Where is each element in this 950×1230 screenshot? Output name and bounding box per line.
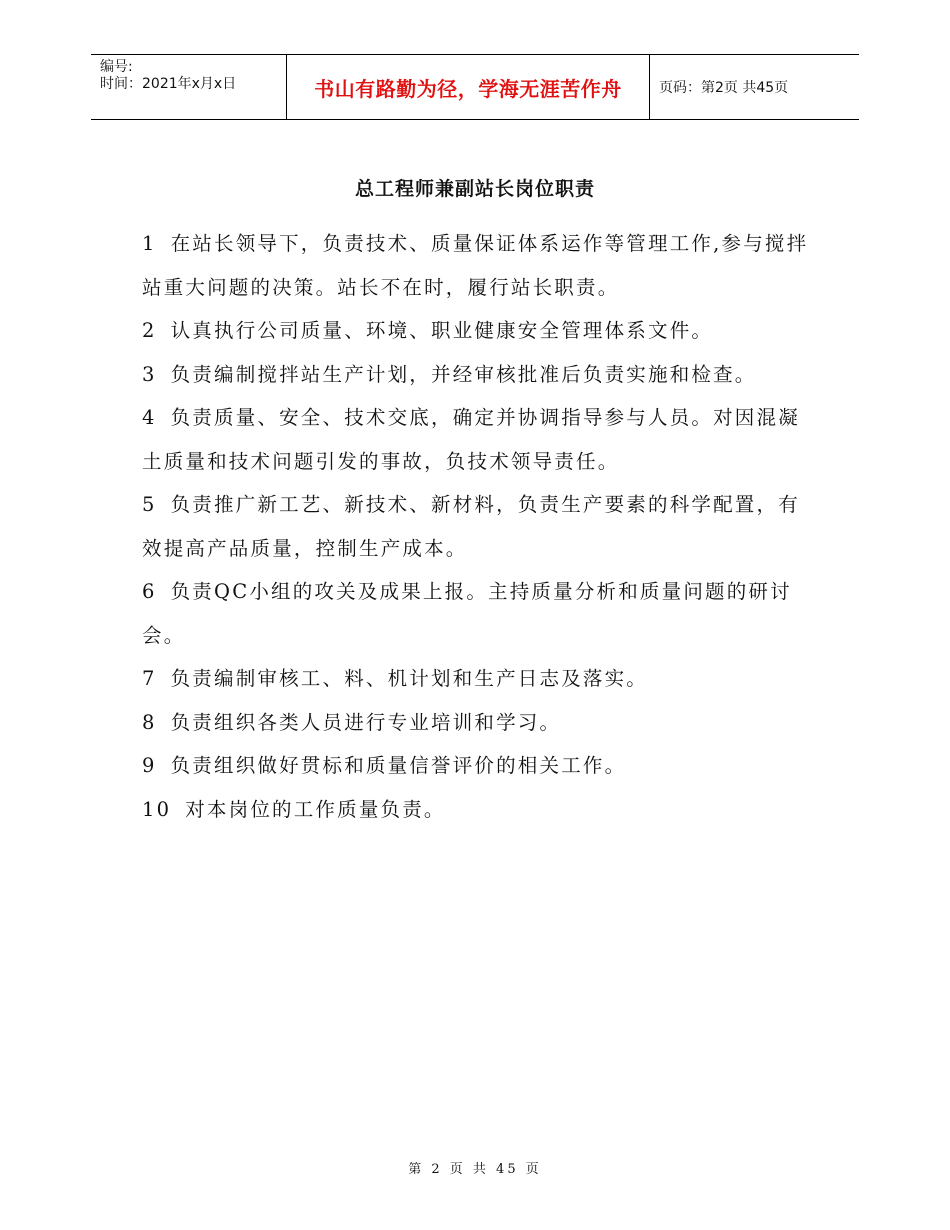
paragraph-number: 3: [142, 362, 157, 386]
paragraph-text: 在站长领导下，负责技术、质量保证体系运作等管理工作,参与搅拌站重大问题的决策。站长不在时，履行站长职责。: [142, 232, 809, 299]
paragraph-text: 对本岗位的工作质量负责。: [185, 797, 446, 821]
page-header: [91, 54, 859, 120]
paragraph-text: 负责编制审核工、料、机计划和生产日志及落实。: [170, 667, 649, 690]
duty-paragraph: [142, 570, 814, 657]
duty-paragraph: [142, 788, 814, 832]
duty-paragraph: [142, 353, 814, 397]
document-title: 总工程师兼副站长岗位职责: [354, 178, 595, 200]
duty-paragraph: [142, 309, 814, 353]
paragraph-text: 认真执行公司质量、环境、职业健康安全管理体系文件。: [170, 319, 714, 342]
paragraph-number: 10: [142, 797, 172, 821]
paragraph-text: 负责编制搅拌站生产计划，并经审核批准后负责实施和检查。: [170, 362, 757, 386]
paragraph-number: 5: [142, 493, 157, 516]
header-meta: [91, 55, 287, 119]
paragraph-text: 负责组织做好贯标和质量信誉评价的相关工作。: [170, 754, 627, 777]
paragraph-number: 6: [142, 580, 157, 603]
paragraph-number: 4: [142, 406, 157, 429]
paragraph-number: 9: [142, 754, 157, 777]
paragraph-number: 2: [142, 319, 157, 342]
paragraph-text: 负责组织各类人员进行专业培训和学习。: [170, 710, 562, 734]
date-label: 时间：2021年x月x日: [100, 76, 237, 92]
page-footer: 第 2 页 共 45 页: [408, 1162, 542, 1177]
duty-paragraph: [142, 657, 814, 701]
serial-number-label: 编号:: [100, 59, 133, 75]
duty-paragraph: [142, 744, 814, 788]
header-page-info: 页码：第2页 共45页: [659, 80, 789, 96]
paragraph-text: 负责推广新工艺、新技术、新材料，负责生产要素的科学配置，有效提高产品质量，控制生产成本。: [142, 493, 800, 560]
paragraph-number: 1: [142, 232, 157, 255]
document-body: [142, 222, 814, 831]
paragraph-text: 负责质量、安全、技术交底，确定并协调指导参与人员。对因混凝土质量和技术问题引发的事故，负技术领导责任。: [142, 406, 800, 473]
paragraph-text: 负责QC小组的攻关及成果上报。主持质量分析和质量问题的研讨会。: [142, 580, 792, 647]
paragraph-number: 7: [142, 667, 157, 690]
header-motto: 书山有路勤为径，学海无涯苦作舟: [287, 55, 650, 119]
duty-paragraph: [142, 396, 814, 483]
duty-paragraph: [142, 701, 814, 745]
duty-paragraph: [142, 483, 814, 570]
duty-paragraph: [142, 222, 814, 309]
paragraph-number: 8: [142, 710, 157, 734]
